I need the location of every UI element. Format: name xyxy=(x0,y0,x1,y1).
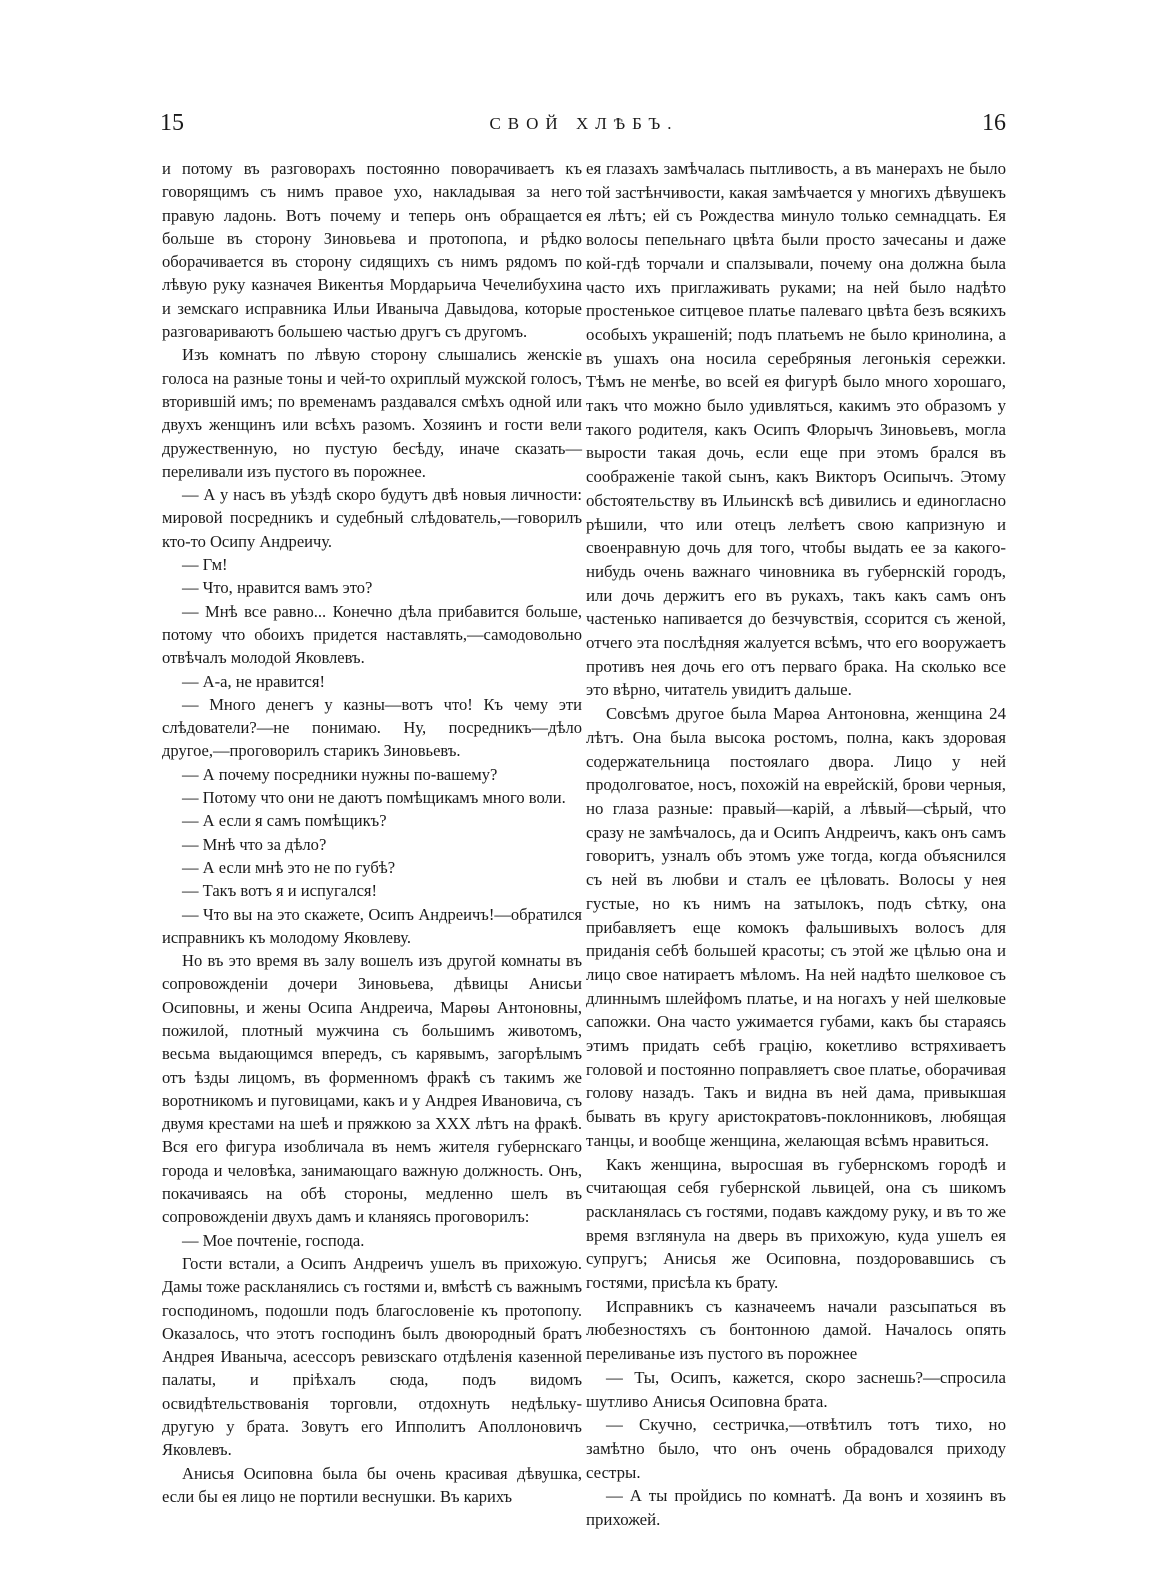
dialogue-line: — А-а, не нравится! xyxy=(182,671,326,691)
left-text-column xyxy=(162,157,582,1508)
dialogue-line: — Что вы на это скажете, Осипъ Андреичъ!—обратился исправникъ къ молодому Яковлеву. xyxy=(162,904,582,947)
paragraph: и потому въ разговорахъ постоянно поворачиваетъ къ говорящимъ съ нимъ правое ухо, накладывая за него правую ладонь. Вотъ почему и теперь онъ обращается больше въ сторону Зиновьева и протопопа, и рѣдко оборачивается въ сторону сидящихъ съ нимъ рядомъ по лѣвую руку казначея Викентья Мордарьича Чечелибухина и земскаго исправника Ильи Иваныча Давыдова, которые разговариваютъ большею частью другъ съ другомъ. xyxy=(162,159,582,342)
dialogue-line: — Такъ вотъ я и испугался! xyxy=(182,881,378,901)
dialogue-line: — Мнѣ что за дѣло? xyxy=(182,834,327,854)
dialogue-line: — А почему посредники нужны по-вашему? xyxy=(182,764,498,784)
dialogue-line: — Ты, Осипъ, кажется, скоро заснешь?—спросила шутливо Анисья Осиповна брата. xyxy=(586,1367,1006,1411)
dialogue-line: — А если мнѣ это не по губѣ? xyxy=(182,857,396,877)
paragraph: Но въ это время въ залу вошелъ изъ другой комнаты въ сопровожденіи дочери Зиновьева, дѣвицы Анисьи Осиповны, и жены Осипа Андреича, Марѳы Антоновны, пожилой, плотный мужчина съ большимъ животомъ, весьма выдающимся впередъ, съ карявымъ, загорѣлымъ отъ ѣзды лицомъ, въ форменномъ фракѣ съ такимъ же воротникомъ и пуговицами, какъ и у Андрея Ивановича, съ двумя крестами на шеѣ и пряжкою за XXX лѣтъ на фракѣ. Вся его фигура изобличала въ немъ жителя губернскаго города и человѣка, занимающаго важную должность. Онъ, покачиваясь на обѣ стороны, медленно шелъ въ сопровожденіи двухъ дамъ и кланяясь проговорилъ: xyxy=(162,951,582,1227)
paragraph: Анисья Осиповна была бы очень красивая дѣвушка, если бы ея лицо не портили веснушки. Въ карихъ xyxy=(162,1463,582,1506)
running-title: СВОЙ ХЛѢБЪ. xyxy=(489,114,679,133)
paragraph: ея глазахъ замѣчалась пытливость, а въ манерахъ не было той застѣнчивости, какая замѣчается у многихъ дѣвушекъ ея лѣтъ; ей съ Рождества минуло только семнадцать. Ея волосы пепельнаго цвѣта были просто зачесаны и даже кой-гдѣ торчали и спалзывали, почему она должна была часто ихъ приглаживать руками; на ней было надѣто простенькое ситцевое платье палеваго цвѣта безъ всякихъ особыхъ украшеній; подъ платьемъ не было кринолина, а въ ушахъ она носила серебряныя легонькія сережки. Тѣмъ не менѣе, во всей ея фигурѣ было много хорошаго, такъ что можно было удивляться, какимъ это образомъ у такого родителя, какъ Осипъ Флорычъ Зиновьевъ, могла вырости такая дочь, если еще при этомъ брался въ соображеніе такой сынъ, какъ Викторъ Осипычъ. Этому обстоятельству въ Ильинскѣ всѣ дивились и единогласно рѣшили, что или отецъ лелѣетъ свою капризную и своенравную дочь для того, чтобы выдать ее за какого-нибудь очень важнаго чиновника въ губернскій городъ, или дочь держитъ его въ рукахъ, такъ какъ самъ онъ частенько напивается до безчувствія, ссорится съ женой, отчего эта послѣдняя жалуется всѣмъ, что его вооружаетъ противъ нея дочь его отъ перваго брака. На сколько все это вѣрно, читатель увидитъ дальше. xyxy=(586,159,1006,700)
right-page-number: 16 xyxy=(982,110,1006,136)
dialogue-line: — Скучно, сестричка,—отвѣтилъ тотъ тихо, но замѣтно было, что онъ очень обрадовался приходу сестры. xyxy=(586,1415,1006,1482)
dialogue-line: — А если я самъ помѣщикъ? xyxy=(182,811,387,831)
right-text-column xyxy=(586,157,1006,1532)
left-page-number: 15 xyxy=(160,110,184,136)
page-header xyxy=(156,108,1012,148)
dialogue-line: — Потому что они не даютъ помѣщикамъ много воли. xyxy=(182,788,566,808)
paragraph: Гости встали, а Осипъ Андреичъ ушелъ въ прихожую. Дамы тоже раскланялись съ гостями и, вмѣстѣ съ важнымъ господиномъ, подошли подъ благословеніе къ протопопу. Оказалось, что этотъ господинъ былъ двоюродный братъ Андрея Иваныча, асессоръ ревизскаго отдѣленія казенной палаты, и пріѣхалъ сюда, подъ видомъ освидѣтельствованія торговли, отдохнуть недѣльку-другую у брата. Зовутъ его Ипполитъ Аполлоновичъ Яковлевъ. xyxy=(162,1253,582,1460)
dialogue-line: — Гм! xyxy=(182,555,228,575)
paragraph: Какъ женщина, выросшая въ губернскомъ городѣ и считающая себя губернской львицей, она съ шикомъ раскланялась съ гостями, подавъ каждому руку, и въ то же время взглянула на дверь въ прихожую, куда ушелъ ея супругъ; Анисья же Осиповна, поздоровавшись съ гостями, присѣла къ брату. xyxy=(586,1154,1006,1293)
dialogue-line: — Мое почтеніе, господа. xyxy=(182,1230,365,1250)
dialogue-line: — Что, нравится вамъ это? xyxy=(182,578,373,598)
dialogue-line: — А у насъ въ уѣздѣ скоро будутъ двѣ новыя личности: мировой посредникъ и судебный слѣдователь,—говорилъ кто-то Осипу Андреичу. xyxy=(162,485,582,551)
paragraph: Исправникъ съ казначеемъ начали разсыпаться въ любезностяхъ съ бонтонною дамой. Началось опять переливанье изъ пустого въ порожнее xyxy=(586,1296,1006,1364)
paragraph: Совсѣмъ другое была Марѳа Антоновна, женщина 24 лѣтъ. Она была высока ростомъ, полна, какъ здоровая содержательница постоялаго двора. Лицо у ней продолговатое, носъ, похожій на еврейскій, брови черныя, но глаза разные: правый—карій, а лѣвый—сѣрый, что сразу не замѣчалось, да и Осипъ Андреичъ, какъ онъ самъ говоритъ, узналъ объ этомъ уже тогда, когда объяснился съ ней въ любви и сталъ ее цѣловать. Волосы у нея густые, но къ нимъ на затылокъ, подъ сѣтку, она прибавляетъ еще комокъ фальшивыхъ волосъ для приданія себѣ большей красоты; съ этой же цѣлью она и лицо свое натираетъ мѣломъ. На ней надѣто шелковое съ длиннымъ шлейфомъ платье, и на ногахъ у ней шелковые сапожки. Она часто ужимается губами, какъ бы стараясь этимъ придать себѣ грацію, кокетливо встряхиваетъ головой и постоянно поправляетъ свое платье, оборачивая голову назадъ. Такъ и видна въ ней дама, привыкшая бывать въ кругу аристократовъ-поклонниковъ, любящая танцы, и вообще женщина, желающая всѣмъ нравиться. xyxy=(586,704,1006,1150)
dialogue-line: — Мнѣ все равно... Конечно дѣла прибавится больше, потому что обоихъ придется наставлять,—самодовольно отвѣчалъ молодой Яковлевъ. xyxy=(162,601,582,668)
paragraph: Изъ комнатъ по лѣвую сторону слышались женскіе голоса на разные тоны и чей-то охриплый мужской голосъ, вторившій имъ; по временамъ раздавался смѣхъ одной или двухъ женщинъ или всѣхъ разомъ. Хозяинъ и гости вели дружественную, но пустую бесѣду, иначе сказать—переливали изъ пустого въ порожнее. xyxy=(162,345,582,481)
dialogue-line: — А ты пройдись по комнатѣ. Да вонъ и хозяинъ въ прихожей. xyxy=(586,1486,1006,1530)
dialogue-line: — Много денегъ у казны—вотъ что! Къ чему эти слѣдователи?—не понимаю. Ну, посредникъ—дѣло другое,—проговорилъ старикъ Зиновьевъ. xyxy=(162,694,582,761)
